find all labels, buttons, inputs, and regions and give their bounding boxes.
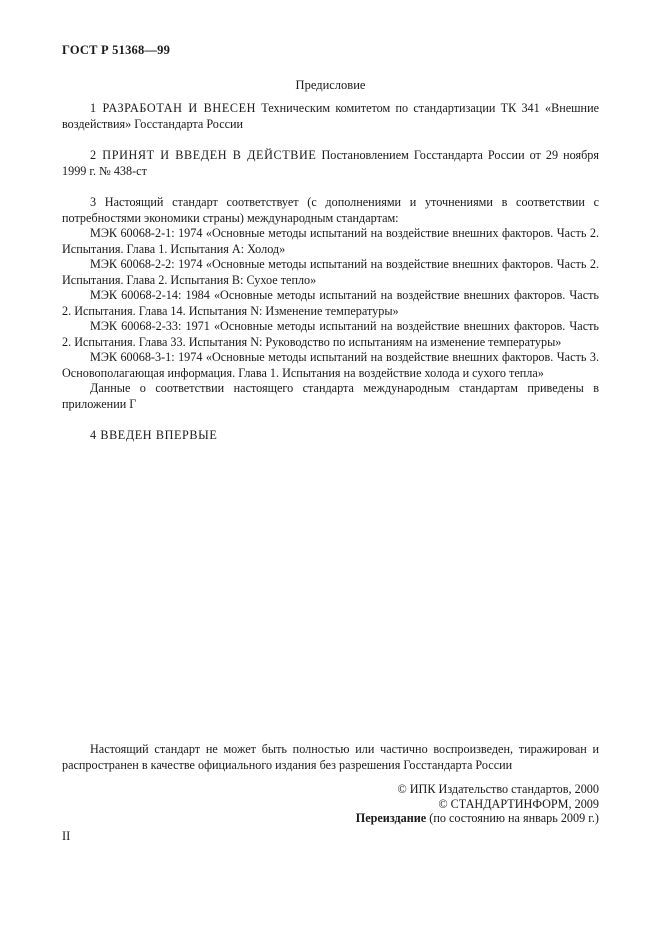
item-1	[62, 101, 599, 132]
copyright-line-1: © ИПК Издательство стандартов, 2000	[397, 782, 599, 796]
copyright-line-2: © СТАНДАРТИНФОРМ, 2009	[438, 796, 599, 811]
standard-code-header: ГОСТ Р 51368—99	[62, 43, 171, 57]
standard-ref: МЭК 60068-2-2: 1974 «Основные методы испытаний на воздействие внешних факторов. Часть 2. Испытания. Глава 2. Испытания В: Сухое тепло»	[62, 257, 599, 287]
copyright-block	[356, 782, 599, 826]
standard-ref: МЭК 60068-2-1: 1974 «Основные методы испытаний на воздействие внешних факторов. Часть 2. Испытания. Глава 1. Испытания А: Холод»	[62, 226, 599, 256]
reprint-label: Переиздание	[355, 811, 427, 825]
page-number: II	[62, 829, 71, 843]
item-4: 4 ВВЕДЕН ВПЕРВЫЕ	[90, 428, 218, 442]
reproduction-notice	[62, 742, 599, 773]
standard-ref: МЭК 60068-3-1: 1974 «Основные методы испытаний на воздействие внешних факторов. Часть 3. Основополагающая информация. Глава 1. Испытания на воздействие холода и сухого тепла»	[62, 350, 599, 380]
preface-body	[62, 101, 599, 444]
item-3-intro: 3 Настоящий стандарт соответствует (с дополнениями и уточнениями в соответствии с потребностями экономики страны) международным стандартам:	[62, 195, 599, 225]
notice-text: Настоящий стандарт не может быть полностью или частично воспроизведен, тиражирован и распространен в качестве официального издания без разрешения Госстандарта России	[62, 742, 599, 772]
correspondence-note: Данные о соответствии настоящего стандарта международным стандартам приведены в приложении Г	[62, 381, 599, 411]
item-2	[62, 148, 599, 179]
reprint-line	[356, 811, 599, 826]
reprint-text: (по состоянию на январь 2009 г.)	[426, 811, 599, 825]
preface-title: Предисловие	[295, 78, 366, 92]
item-1-lead: 1 РАЗРАБОТАН И ВНЕСЕН	[90, 101, 257, 115]
standard-ref: МЭК 60068-2-33: 1971 «Основные методы испытаний на воздействие внешних факторов. Часть 2. Испытания. Глава 33. Испытания N: Руководство по испытаниям на изменение температуры»	[62, 319, 599, 349]
item-1-text: Техническим комитетом по стандартизации ТК 341 «Внешние воздействия» Госстандарта России	[62, 101, 600, 131]
item-2-text: Постановлением Госстандарта России от 29 ноября 1999 г. № 438-ст	[62, 148, 599, 178]
standard-ref: МЭК 60068-2-14: 1984 «Основные методы испытаний на воздействие внешних факторов. Часть 2. Испытания. Глава 14. Испытания N: Изменение температуры»	[62, 288, 599, 318]
item-2-lead: 2 ПРИНЯТ И ВВЕДЕН В ДЕЙСТВИЕ	[90, 148, 317, 162]
